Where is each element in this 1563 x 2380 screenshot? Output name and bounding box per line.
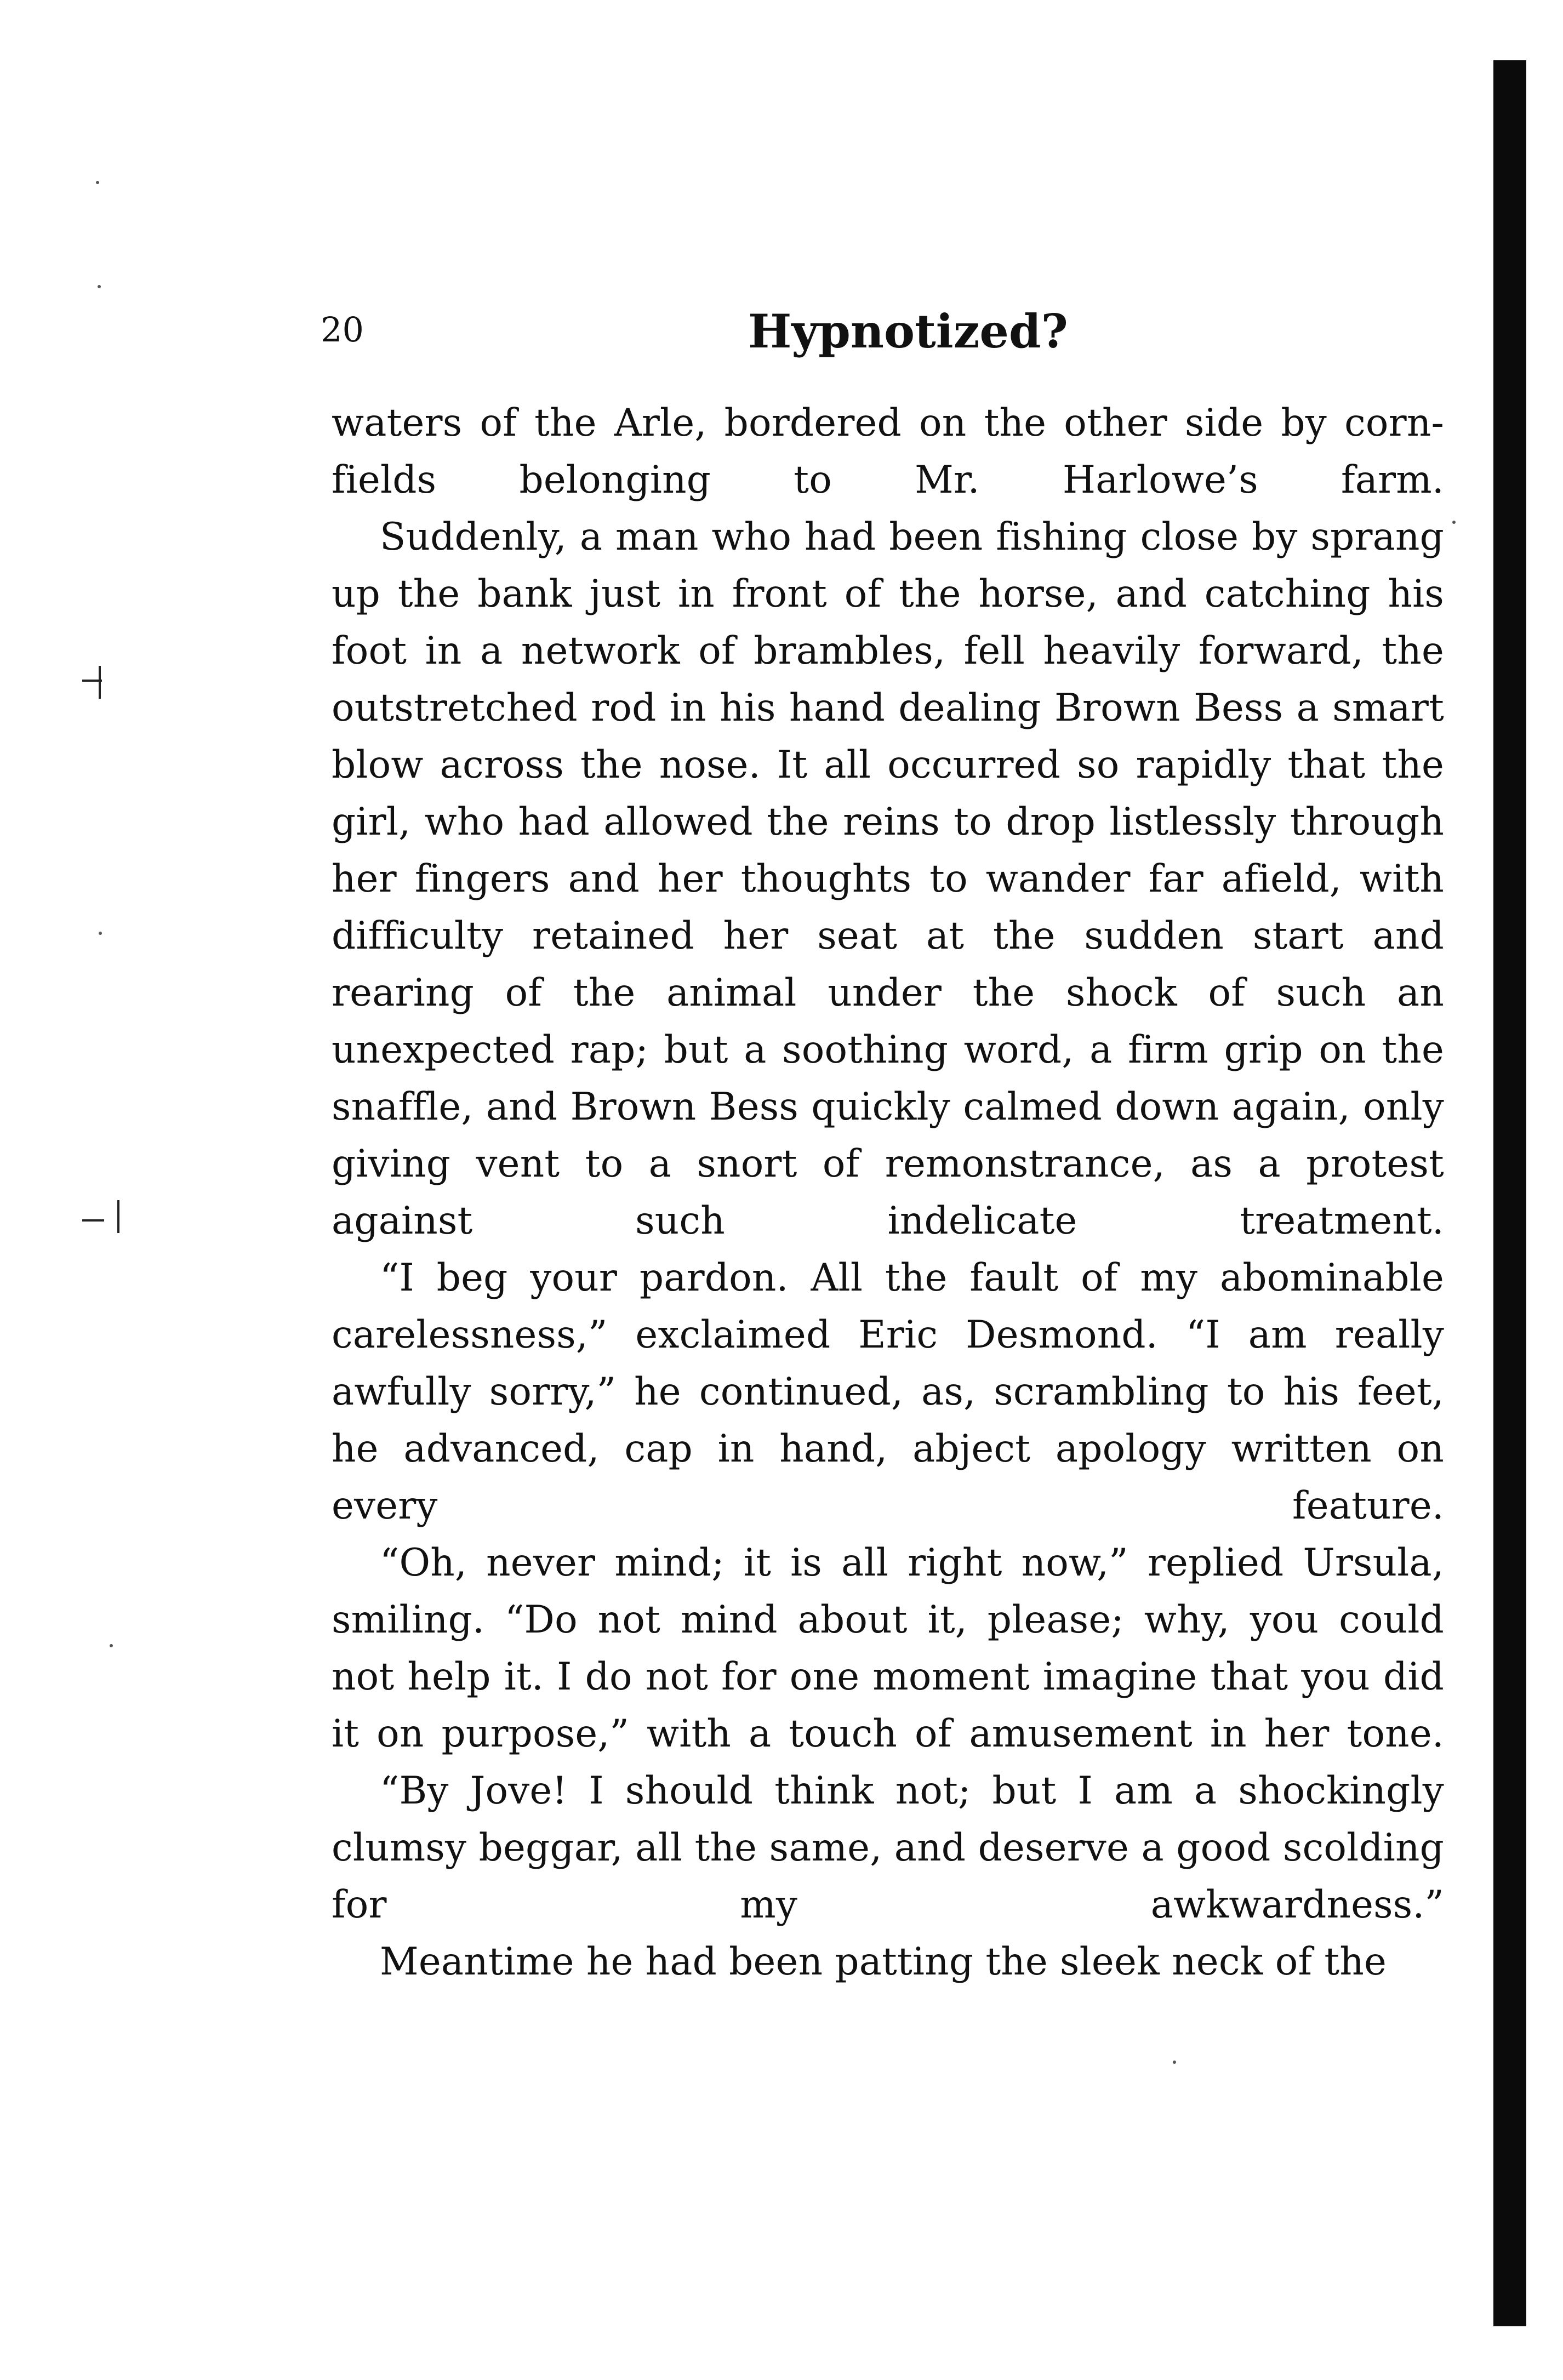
- scan-speck: [96, 181, 99, 184]
- scan-speck: [110, 1644, 113, 1647]
- scan-speck: [1173, 2061, 1176, 2064]
- scan-speck: [99, 932, 102, 935]
- paragraph-6: Meantime he had been patting the sleek neck of the: [380, 1940, 1387, 1984]
- scan-speck: [1452, 521, 1456, 524]
- running-head: [321, 304, 1428, 370]
- margin-tick-mark: [82, 1219, 104, 1222]
- paragraph-2: Suddenly, a man who had been fishing close by sprang up the bank just in front of the horse, and catching his foot in a network of brambles, fell heavily forward, the outstretched rod in his hand dealing Brown Bess a smart blow across the nose. It all occurred so rapidly that the girl, who had allowed the reins to drop listlessly through her fingers and her thoughts to wander far afield, with difficulty retained her seat at the sudden start and rearing of the animal under the shock of such an unexpected rap; but a soothing word, a firm grip on the snaffle, and Brown Bess quickly calmed down again, only giving vent to a snort of remonstrance, as a protest against such indelicate treatment.: [332, 515, 1444, 1243]
- binding-shadow: [1493, 60, 1526, 2326]
- margin-tick-mark: [117, 1200, 119, 1233]
- scan-speck: [98, 285, 101, 288]
- paragraph-1: waters of the Arle, bordered on the other side by corn-fields belonging to Mr. Harlowe’s farm.: [332, 401, 1444, 502]
- paragraph-4: “Oh, never mind; it is all right now,” replied Ursula, smiling. “Do not mind about it, please; why, you could not help it. I do not for one moment imagine that you did it on purpose,” with a touch of amusement in her tone.: [332, 1541, 1444, 1756]
- paragraph-3: “I beg your pardon. All the fault of my abominable carelessness,” exclaimed Eric Desmond. “I am really awfully sorry,” he continued, as, scrambling to his feet, he advanced, cap in hand, abject apology written on every feature.: [332, 1256, 1444, 1528]
- page-number: 20: [321, 310, 364, 350]
- margin-tick-mark: [99, 666, 101, 699]
- paragraph-5: “By Jove! I should think not; but I am a shockingly clumsy beggar, all the same, and deserve a good scolding for my awkwardness.”: [332, 1769, 1444, 1927]
- body-text: [332, 395, 1444, 1990]
- running-title: Hypnotized?: [748, 304, 1068, 358]
